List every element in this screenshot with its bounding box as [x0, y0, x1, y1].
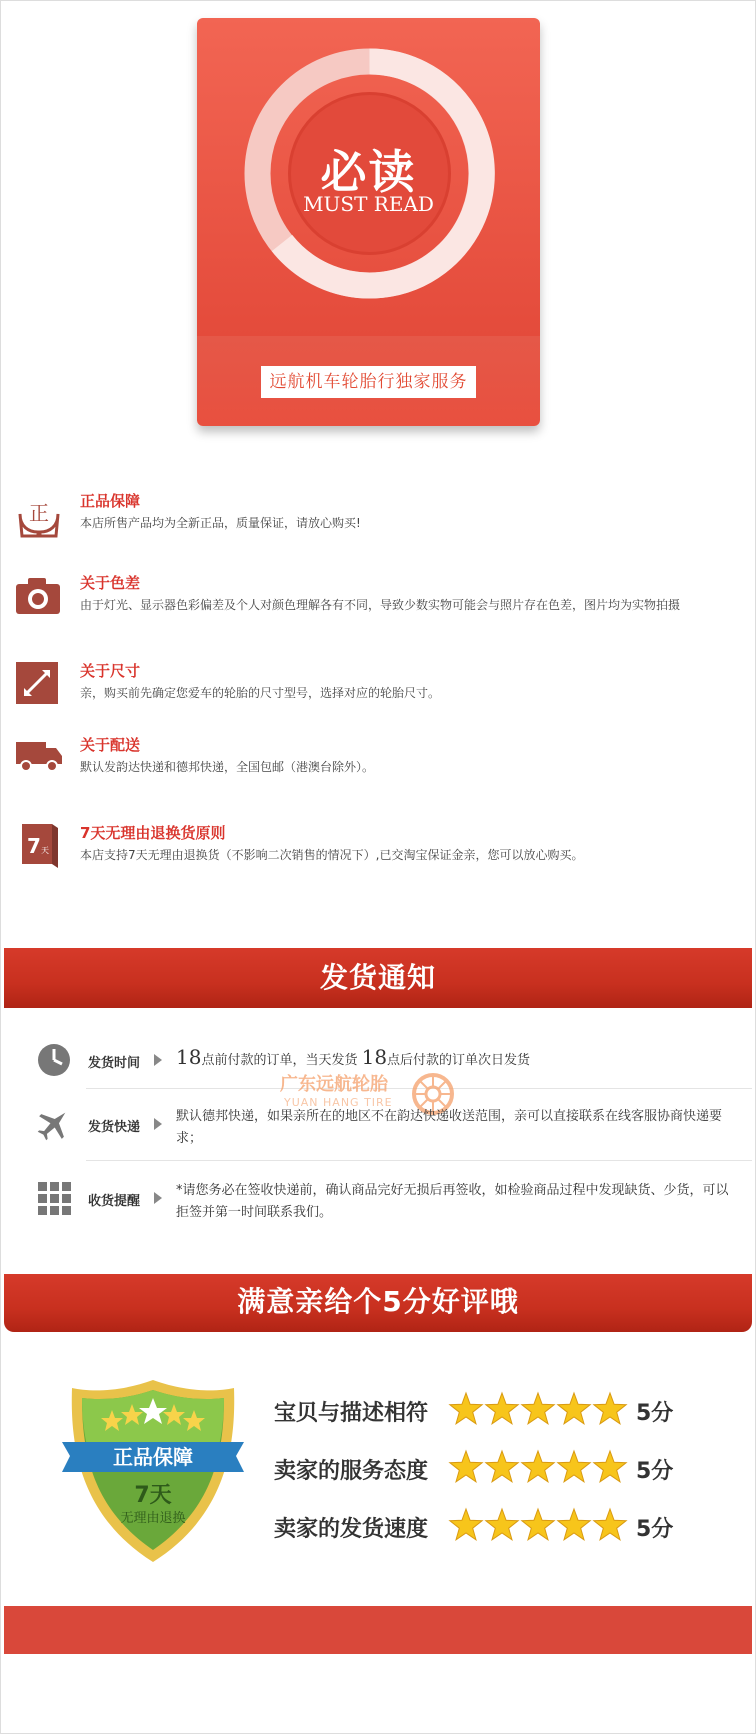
shipping-label: 发货快递: [88, 1120, 141, 1135]
five-stars-icon: [448, 1390, 628, 1428]
notice-size: [14, 660, 734, 720]
notice-title: 正品保障: [80, 492, 141, 510]
star-icon: [522, 1509, 554, 1540]
arrow-right-icon: [154, 1192, 162, 1204]
notice-title: 关于尺寸: [80, 662, 141, 680]
footer-bar: [4, 1606, 752, 1654]
shipping-text: *请您务必在签收快递前，确认商品完好无损后再签收，如检验商品过程中发现缺货、少货，可以拒签并第一时间联系我们。: [176, 1183, 729, 1220]
rating-score: 5分: [636, 1459, 674, 1484]
star-icon: [522, 1451, 554, 1482]
star-icon: [594, 1509, 626, 1540]
must-read-subtitle: MUST READ: [303, 192, 434, 216]
seven-day-return-icon: [14, 822, 64, 872]
watermark-cn: 广东远航轮胎: [280, 1074, 388, 1095]
badge-title: 正品保障: [113, 1445, 193, 1469]
shipping-label: 收货提醒: [88, 1194, 141, 1209]
star-icon: [522, 1393, 554, 1424]
truck-icon: [14, 734, 64, 784]
notice-title: 关于色差: [80, 574, 141, 592]
badge-text: 无理由退换: [120, 1511, 186, 1526]
notice-genuine: [14, 490, 734, 550]
arrow-right-icon: [154, 1054, 162, 1066]
notice-text: 亲，购买前先确定您爱车的轮胎的尺寸型号，选择对应的轮胎尺寸。: [80, 686, 441, 700]
airplane-icon: [36, 1106, 72, 1142]
shipping-text: 18点前付款的订单，当天发货 18点后付款的订单次日发货: [176, 1045, 531, 1069]
notice-text: 本店所售产品均为全新正品，质量保证，请放心购买!: [80, 516, 361, 530]
rating-score: 5分: [636, 1517, 674, 1542]
notice-text: 默认发韵达快递和德邦快递，全国包邮（港澳台除外）。: [80, 760, 375, 774]
notice-text: 由于灯光、显示器色彩偏差及个人对颜色理解各有不同，导致少数实物可能会与照片存在色差，图片均为实物拍摄: [80, 598, 681, 612]
notice-title: 7天无理由退换货原则: [80, 824, 226, 842]
camera-icon: [14, 572, 64, 622]
shipping-row-express: [36, 1106, 736, 1156]
grid-icon: [36, 1180, 72, 1216]
rating-row: [274, 1390, 694, 1430]
star-icon: [450, 1451, 482, 1482]
resize-arrow-icon: [14, 660, 64, 710]
star-icon: [450, 1393, 482, 1424]
divider: [86, 1160, 752, 1161]
shipping-banner: 发货通知: [4, 948, 752, 1008]
star-icon: [558, 1509, 590, 1540]
shipping-text: 默认德邦快递，如果亲所在的地区不在韵达快递收送范围，亲可以直接联系在线客服协商快递要求；: [176, 1109, 723, 1146]
notice-color: [14, 572, 734, 632]
five-stars-icon: [448, 1448, 628, 1486]
notice-title: 关于配送: [80, 736, 141, 754]
star-icon: [594, 1393, 626, 1424]
ratings-banner: 满意亲给个5分好评哦: [4, 1274, 752, 1332]
star-icon: [558, 1393, 590, 1424]
star-icon: [594, 1451, 626, 1482]
genuine-hands-icon: [14, 490, 64, 540]
must-read-title: 必读: [320, 145, 417, 199]
watermark-en: YUAN HANG TIRE: [284, 1096, 393, 1109]
badge-days: 7天: [134, 1483, 172, 1508]
star-icon: [558, 1451, 590, 1482]
five-stars-icon: [448, 1506, 628, 1544]
rating-score: 5分: [636, 1401, 674, 1426]
clock-icon: [36, 1042, 72, 1078]
rating-label: 卖家的服务态度: [274, 1459, 429, 1484]
shipping-row-receipt: [36, 1180, 736, 1230]
shipping-label: 发货时间: [88, 1056, 141, 1071]
notice-return: [14, 822, 734, 882]
star-icon: [450, 1509, 482, 1540]
star-icon: [486, 1393, 518, 1424]
rating-row: [274, 1506, 694, 1546]
svg-text:正: 正: [29, 501, 49, 525]
notice-delivery: [14, 734, 734, 794]
must-read-card: [197, 18, 540, 426]
rating-label: 卖家的发货速度: [274, 1517, 429, 1542]
star-icon: [486, 1451, 518, 1482]
notice-text: 本店支持7天无理由退换货（不影响二次销售的情况下）,已交淘宝保证金亲，您可以放心购买。: [80, 848, 584, 862]
arrow-right-icon: [154, 1118, 162, 1130]
svg-text:7: 7: [27, 834, 41, 858]
star-icon: [486, 1509, 518, 1540]
exclusive-service-label: 远航机车轮胎行独家服务: [261, 366, 476, 398]
svg-text:天: 天: [41, 846, 49, 855]
rating-row: [274, 1448, 694, 1488]
genuine-guarantee-badge: [60, 1376, 246, 1566]
rating-label: 宝贝与描述相符: [274, 1401, 429, 1426]
